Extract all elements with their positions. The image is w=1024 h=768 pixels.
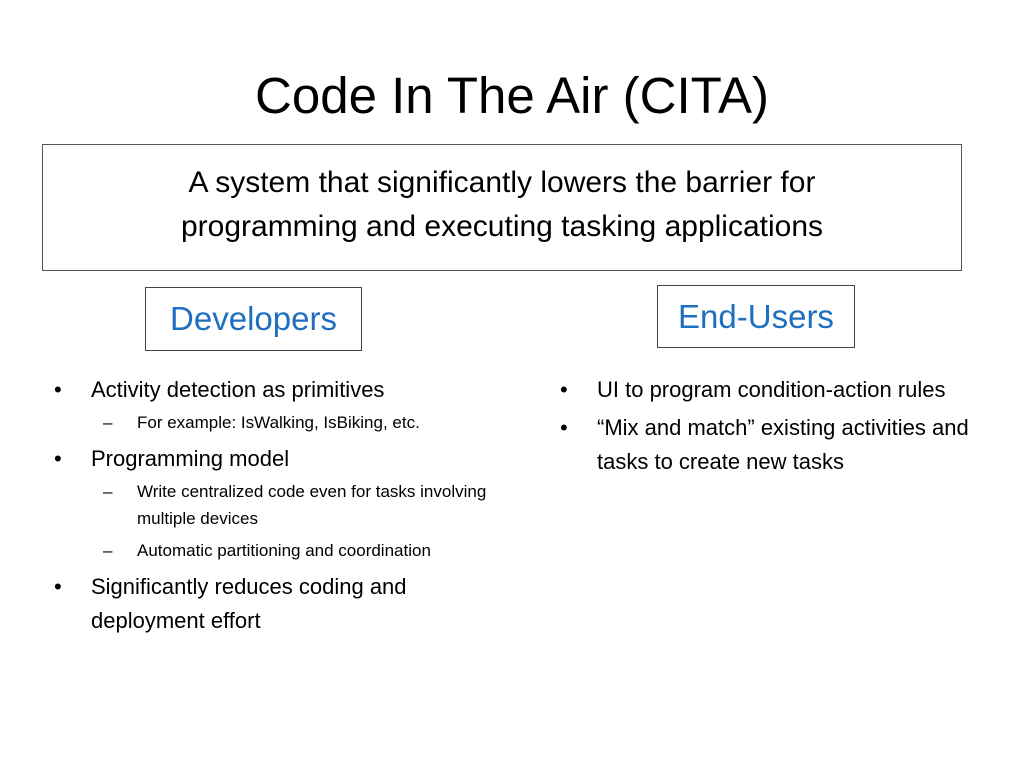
dash-icon: –	[103, 413, 113, 432]
sub-list	[50, 409, 500, 436]
sub-list-item	[50, 537, 500, 564]
list-item-text: UI to program condition-action rules	[597, 377, 946, 402]
bullet-icon: •	[54, 377, 62, 402]
list-item-text: Programming model	[91, 446, 290, 471]
summary-box	[42, 144, 962, 271]
dash-icon: –	[103, 482, 113, 501]
developers-heading: Developers	[145, 287, 362, 351]
sub-list-item-text: For example: IsWalking, IsBiking, etc.	[137, 413, 420, 432]
sub-list-item-text: Write centralized code even for tasks involving multiple devices	[137, 482, 487, 528]
slide-title: Code In The Air (CITA)	[255, 67, 769, 124]
list-item	[50, 442, 500, 476]
list-item	[556, 373, 1016, 407]
summary-line-1: A system that significantly lowers the barrier for	[188, 165, 816, 199]
end-users-heading: End-Users	[657, 285, 855, 348]
sub-list-item	[50, 478, 500, 532]
sub-list-item-text: Automatic partitioning and coordination	[137, 541, 431, 560]
list-item-text: “Mix and match” existing activities and tasks to create new tasks	[597, 415, 969, 474]
sub-list-item	[50, 409, 500, 436]
developers-list	[50, 373, 500, 642]
summary-text	[181, 161, 823, 249]
list-item	[50, 373, 500, 407]
dash-icon: –	[103, 541, 113, 560]
end-users-list	[556, 373, 1016, 483]
bullet-icon: •	[54, 574, 62, 599]
list-item-text: Activity detection as primitives	[91, 377, 385, 402]
list-item	[50, 570, 500, 638]
sub-list	[50, 478, 500, 564]
bullet-icon: •	[560, 415, 568, 440]
summary-line-2: programming and executing tasking applications	[180, 209, 824, 243]
bullet-icon: •	[54, 446, 62, 471]
list-item	[556, 411, 1016, 479]
list-item-text: Significantly reduces coding and deployment effort	[91, 574, 407, 633]
bullet-icon: •	[560, 377, 568, 402]
